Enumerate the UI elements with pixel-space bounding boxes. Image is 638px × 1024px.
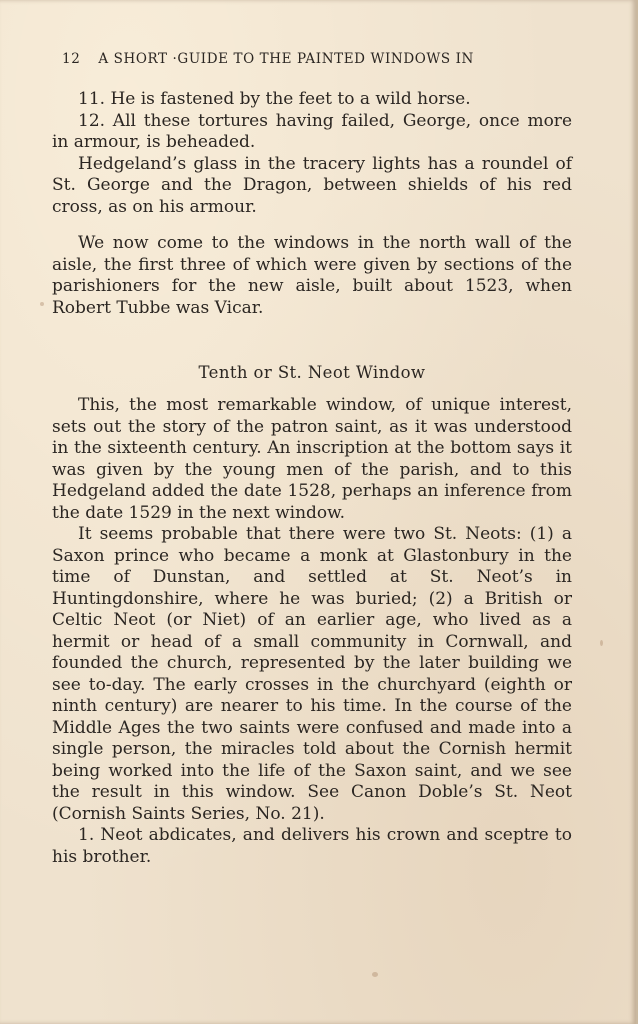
running-title: A SHORT ·GUIDE TO THE PAINTED WINDOWS IN — [98, 51, 474, 67]
paragraph: This, the most remarkable window, of unique interest, sets out the story of the patron saint, as it was understood in the sixteenth century. An inscription at the bottom says it was given by the young men of the parish, and to this Hedgeland added the date 1528, perhaps an inference from the date 1529 in the next window. — [52, 395, 572, 523]
text-block-george — [52, 89, 572, 218]
paper-speck — [372, 972, 378, 977]
paper-speck — [600, 640, 603, 646]
paragraph: We now come to the windows in the north wall of the aisle, the first three of which were given by sections of the parishioners for the new aisle, built about 1523, when Robert Tubbe was Vicar. — [52, 233, 572, 318]
list-item: 11. He is fastened by the feet to a wild horse. — [78, 89, 471, 109]
text-block-north-wall — [52, 233, 572, 319]
paragraph: Hedgeland’s glass in the tracery lights has a roundel of St. George and the Dragon, between shields of his red cross, as on his armour. — [52, 153, 572, 217]
page-number: 12 — [62, 51, 81, 67]
text-block-st-neot — [52, 395, 572, 868]
section-heading: Tenth or St. Neot Window — [198, 363, 426, 382]
paragraph: It seems probable that there were two St. Neots: (1) a Saxon prince who became a monk at Glastonbury in the time of Dunstan, and settled at St. Neot’s in Huntingdonshire, where he was buried; (2) a British or Celtic Neot (or Niet) of an earlier age, who lived as a hermit or head of a small community in Cornwall, and founded the church, represented by the later building we see to-day. The early crosses in the churchyard (eighth or ninth century) are nearer to his time. In the course of the Middle Ages the two saints were confused and made into a single person, the miracles told about the Cornish hermit being worked into the life of the Saxon saint, and we see the result in this window. See Canon Doble’s St. Neot (Cornish Saints Series, No. 21). — [52, 524, 572, 824]
running-head — [62, 51, 562, 67]
list-item: 1. Neot abdicates, and delivers his crown and sceptre to his brother. — [52, 825, 572, 867]
list-item: 12. All these tortures having failed, George, once more in armour, is beheaded. — [52, 110, 572, 152]
paper-speck — [40, 302, 44, 306]
